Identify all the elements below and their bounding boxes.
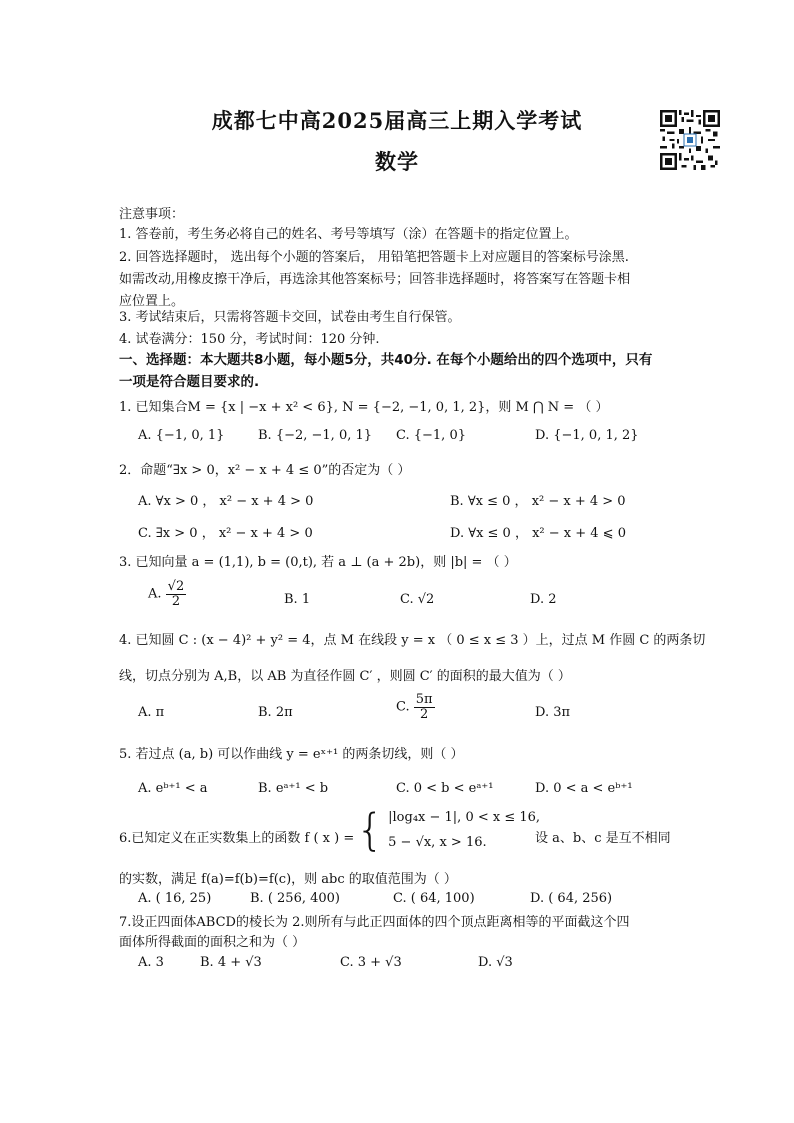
q7-stem-line1: 7.设正四面体ABCD的棱长为 2.则所有与此正四面体的四个顶点距离相等的平面截这个四 — [119, 915, 630, 930]
note-3: 3. 考试结束后，只需将答题卡交回，试卷由考生自行保管。 — [119, 310, 461, 325]
q4-option-c-fraction — [414, 693, 435, 721]
q1-stem: 1. 已知集合M = {x | −x + x² < 6}, N = {−2, −1, 0, 1, 2}，则 M ⋂ N = （ ） — [119, 400, 609, 415]
q3-option-a-denominator: 2 — [171, 593, 181, 609]
q7-option-d: D. √3 — [478, 955, 513, 970]
q3-stem: 3. 已知向量 a = (1,1), b = (0,t), 若 a ⊥ (a + 2b)，则 |b| = （ ） — [119, 555, 517, 570]
q7-option-c: C. 3 + √3 — [340, 955, 402, 970]
q6-option-b: B. ( 256, 400) — [250, 891, 340, 906]
q6-option-a: A. ( 16, 25) — [138, 891, 212, 906]
q7-stem-line2: 面体所得截面的面积之和为（ ） — [119, 935, 306, 950]
q3-option-a — [148, 580, 186, 608]
q4-stem-line2: 线，切点分别为 A,B，以 AB 为直径作圆 C′ ，则圆 C′ 的面积的最大值为（ ） — [119, 669, 571, 684]
section-heading-line2: 一项是符合题目要求的. — [119, 374, 260, 390]
notes-heading: 注意事项： — [119, 207, 185, 222]
note-2b: 如需改动,用橡皮擦干净后，再选涂其他答案标号；回答非选择题时，将答案写在答题卡相 — [119, 272, 631, 287]
q6-piece-2: 5 − √x, x > 16. — [388, 834, 487, 850]
q6-option-c: C. ( 64, 100) — [393, 891, 475, 906]
q6-option-d: D. ( 64, 256) — [530, 891, 613, 906]
q1-option-b: B. {−2, −1, 0, 1} — [258, 428, 373, 443]
note-4: 4. 试卷满分：150 分，考试时间：120 分钟. — [119, 332, 380, 347]
qr-code-icon — [660, 110, 720, 170]
q3-option-a-label: A. — [148, 586, 162, 602]
note-2a: 2. 回答选择题时， 选出每个小题的答案后， 用铅笔把答题卡上对应题目的答案标号涂黑. — [119, 250, 629, 265]
q6-piecewise — [356, 806, 540, 855]
q5-option-c: C. 0 < b < eᵃ⁺¹ — [396, 781, 494, 796]
subject-title: 数学 — [375, 149, 419, 174]
exam-title: 成都七中高2025届高三上期入学考试 — [211, 108, 583, 133]
q5-option-b: B. eᵃ⁺¹ < b — [258, 781, 329, 796]
q3-option-a-numerator: √2 — [167, 579, 185, 594]
q2-option-a: A. ∀x > 0 ， x² − x + 4 > 0 — [138, 494, 314, 509]
q1-option-d: D. {−1, 0, 1, 2} — [535, 428, 639, 443]
q2-option-d: D. ∀x ≤ 0 ， x² − x + 4 ⩽ 0 — [450, 526, 626, 541]
q3-option-c: C. √2 — [400, 592, 435, 607]
q2-option-b: B. ∀x ≤ 0 ， x² − x + 4 > 0 — [450, 494, 626, 509]
q4-option-b: B. 2π — [258, 705, 293, 720]
q3-option-d: D. 2 — [530, 592, 557, 607]
q5-stem: 5. 若过点 (a, b) 可以作曲线 y = eˣ⁺¹ 的两条切线，则（ ） — [119, 747, 464, 762]
q4-option-c-denominator: 2 — [420, 706, 429, 722]
q6-stem-prefix: 6.已知定义在正实数集上的函数 f ( x ) = — [119, 831, 355, 846]
q3-option-a-fraction — [166, 580, 187, 608]
note-1: 1. 答卷前，考生务必将自己的姓名、考号等填写（涂）在答题卡的指定位置上。 — [119, 227, 578, 242]
q7-option-b: B. 4 + √3 — [200, 955, 262, 970]
q3-option-b: B. 1 — [284, 592, 311, 607]
q4-option-c-label: C. — [396, 699, 410, 715]
q1-option-a: A. {−1, 0, 1} — [138, 428, 225, 443]
q4-option-d: D. 3π — [535, 705, 571, 720]
q6-piecewise-cases — [388, 806, 540, 855]
q2-option-c: C. ∃x > 0 ， x² − x + 4 > 0 — [138, 526, 313, 541]
q6-stem-line2: 的实数，满足 f(a)=f(b)=f(c)，则 abc 的取值范围为（ ） — [119, 872, 457, 887]
q5-option-d: D. 0 < a < eᵇ⁺¹ — [535, 781, 633, 796]
q4-option-a: A. π — [138, 705, 165, 720]
q6-brace-icon: { — [356, 804, 384, 856]
q6-stem-suffix: 设 a、b、c 是互不相同 — [535, 831, 671, 846]
q4-option-c — [396, 693, 435, 721]
section-heading-line1: 一、选择题：本大题共8小题，每小题5分，共40分. 在每个小题给出的四个选项中，只有 — [119, 352, 653, 368]
q5-option-a: A. eᵇ⁺¹ < a — [138, 781, 208, 796]
q1-option-c: C. {−1, 0} — [396, 428, 466, 443]
q2-stem: 2．命题“∃x > 0，x² − x + 4 ≤ 0”的否定为（ ） — [119, 463, 411, 478]
note-2c: 应位置上。 — [119, 294, 185, 309]
q6-piece-1: |log₄x − 1|, 0 < x ≤ 16, — [388, 810, 541, 825]
q4-option-c-numerator: 5π — [415, 692, 433, 707]
q7-option-a: A. 3 — [138, 955, 164, 970]
q4-stem-line1: 4. 已知圆 C : (x − 4)² + y² = 4，点 M 在线段 y = x （ 0 ≤ x ≤ 3 ）上，过点 M 作圆 C 的两条切 — [119, 633, 706, 648]
